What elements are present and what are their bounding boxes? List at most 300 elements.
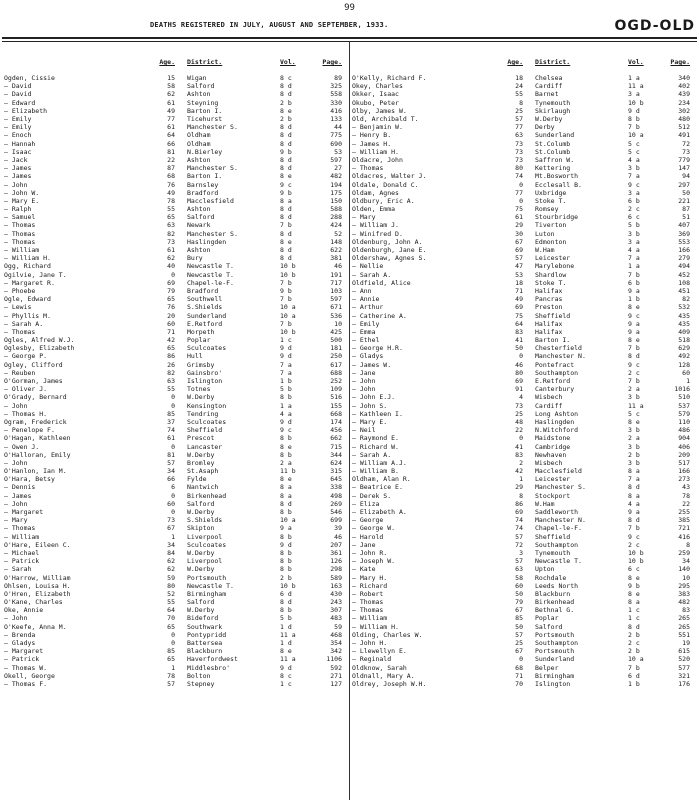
entry-district: Leicester bbox=[535, 254, 571, 263]
entry-age: 37 bbox=[167, 417, 175, 426]
entry-volume: 9 b bbox=[280, 286, 292, 295]
entry-district: Stoke T. bbox=[535, 196, 567, 205]
entry-district: Oldham bbox=[187, 139, 211, 148]
entry-name: — Penelope F. bbox=[4, 426, 55, 435]
entry-age: 61 bbox=[167, 246, 175, 255]
register-entry bbox=[352, 262, 698, 270]
register-entry bbox=[352, 664, 698, 672]
entry-age: 8 bbox=[519, 491, 523, 500]
entry-name: Okubo, Peter bbox=[352, 98, 399, 107]
entry-volume: 9 c bbox=[628, 532, 640, 541]
entry-page: 52 bbox=[334, 229, 342, 238]
register-entry bbox=[352, 164, 698, 172]
entry-page: 492 bbox=[678, 352, 690, 361]
entry-volume: 6 d bbox=[628, 671, 640, 680]
entry-name: — Margaret bbox=[4, 647, 44, 656]
entry-page: 163 bbox=[330, 581, 342, 590]
entry-age: 91 bbox=[515, 385, 523, 394]
entry-age: 79 bbox=[515, 598, 523, 607]
register-entry bbox=[352, 459, 698, 467]
entry-page: 416 bbox=[678, 532, 690, 541]
entry-volume: 2 b bbox=[628, 647, 640, 656]
entry-page: 668 bbox=[330, 409, 342, 418]
register-entry bbox=[4, 500, 350, 508]
entry-name: O'Hara, Betsy bbox=[4, 475, 55, 484]
entry-district: Liverpool bbox=[187, 557, 223, 566]
entry-page: 537 bbox=[678, 401, 690, 410]
entry-district: W.Derby bbox=[187, 565, 215, 574]
entry-volume: 8 d bbox=[280, 131, 292, 140]
entry-volume: 1 b bbox=[628, 295, 640, 304]
register-entry bbox=[4, 230, 350, 238]
entry-volume: 10 b bbox=[628, 98, 644, 107]
entry-page: 779 bbox=[678, 155, 690, 164]
entry-volume: 8 d bbox=[628, 622, 640, 631]
entry-volume: 8 d bbox=[280, 90, 292, 99]
entry-age: 83 bbox=[515, 450, 523, 459]
entry-name: Oglesby, Elizabeth bbox=[4, 344, 75, 353]
page-number: 99 bbox=[344, 3, 355, 13]
register-entry bbox=[352, 647, 698, 655]
entry-name: — Oliver J. bbox=[4, 385, 48, 394]
register-entry bbox=[4, 655, 350, 663]
entry-district: Sheffield bbox=[535, 311, 571, 320]
entry-age: 78 bbox=[167, 196, 175, 205]
entry-name: — William H. bbox=[352, 622, 399, 631]
register-entry bbox=[4, 377, 350, 385]
entry-volume: 10 b bbox=[280, 270, 296, 279]
top-rule bbox=[2, 37, 697, 39]
entry-name: — Annie bbox=[352, 295, 380, 304]
entry-page: 629 bbox=[678, 344, 690, 353]
entry-page: 315 bbox=[330, 467, 342, 476]
entry-district: Ecclesall B. bbox=[535, 180, 582, 189]
entry-age: 73 bbox=[515, 147, 523, 156]
entry-volume: 7 b bbox=[628, 123, 640, 132]
entry-volume: 2 a bbox=[628, 434, 640, 443]
entry-page: 46 bbox=[334, 532, 342, 541]
entry-age: 63 bbox=[515, 565, 523, 574]
entry-volume: 8 a bbox=[280, 491, 292, 500]
entry-volume: 8 d bbox=[280, 246, 292, 255]
register-entry bbox=[4, 295, 350, 303]
entry-district: Battersea bbox=[187, 639, 223, 648]
page-header: Page. bbox=[670, 58, 690, 66]
entry-age: 65 bbox=[167, 213, 175, 222]
entry-volume: 2 a bbox=[280, 458, 292, 467]
register-entry bbox=[352, 623, 698, 631]
entry-age: 0 bbox=[519, 180, 523, 189]
entry-age: 61 bbox=[167, 434, 175, 443]
register-entry bbox=[4, 99, 350, 107]
entry-name: — Gladys bbox=[352, 352, 384, 361]
entry-district: Edmonton bbox=[535, 237, 567, 246]
entry-district: Barnsley bbox=[187, 180, 219, 189]
entry-age: 0 bbox=[171, 491, 175, 500]
entry-name: — James bbox=[4, 172, 32, 181]
entry-page: 148 bbox=[330, 237, 342, 246]
entry-page: 44 bbox=[334, 123, 342, 132]
entry-age: 65 bbox=[167, 344, 175, 353]
entry-name: — George P. bbox=[4, 352, 48, 361]
entry-volume: 6 d bbox=[280, 589, 292, 598]
entry-age: 6 bbox=[171, 483, 175, 492]
entry-age: 40 bbox=[167, 262, 175, 271]
entry-district: Rochdale bbox=[535, 573, 567, 582]
entry-page: 83 bbox=[682, 606, 690, 615]
register-entry bbox=[4, 369, 350, 377]
entry-age: 80 bbox=[515, 368, 523, 377]
entry-age: 67 bbox=[515, 606, 523, 615]
entry-volume: 1 b bbox=[280, 377, 292, 386]
register-entry bbox=[352, 565, 698, 573]
entry-age: 0 bbox=[171, 270, 175, 279]
entry-page: 597 bbox=[330, 155, 342, 164]
entry-page: 109 bbox=[330, 385, 342, 394]
entry-page: 671 bbox=[330, 303, 342, 312]
entry-volume: 8 e bbox=[280, 647, 292, 656]
entry-name: — Patrick bbox=[4, 557, 40, 566]
entry-district: Bromley bbox=[187, 458, 215, 467]
entry-volume: 8 b bbox=[280, 606, 292, 615]
entry-volume: 8 b bbox=[280, 434, 292, 443]
entry-volume: 7 b bbox=[628, 270, 640, 279]
entry-page: 50 bbox=[682, 188, 690, 197]
entry-name: Okey, Charles bbox=[352, 82, 403, 91]
entry-volume: 8 e bbox=[628, 573, 640, 582]
entry-district: Morpeth bbox=[187, 327, 215, 336]
entry-name: O'Kane, Charles bbox=[4, 598, 63, 607]
entry-page: 361 bbox=[330, 548, 342, 557]
entry-age: 34 bbox=[167, 540, 175, 549]
entry-age: 57 bbox=[515, 115, 523, 124]
register-entry bbox=[4, 516, 350, 524]
entry-name: — Thomas bbox=[352, 606, 384, 615]
entry-district: Sunderland bbox=[535, 655, 575, 664]
entry-age: 80 bbox=[167, 581, 175, 590]
entry-age: 69 bbox=[515, 246, 523, 255]
register-entry bbox=[4, 533, 350, 541]
entry-age: 15 bbox=[167, 74, 175, 83]
entry-age: 29 bbox=[515, 483, 523, 492]
register-entry bbox=[352, 361, 698, 369]
entry-district: Luton bbox=[535, 229, 555, 238]
right-entries bbox=[352, 74, 698, 688]
entry-name: — Richard bbox=[352, 581, 388, 590]
register-entry bbox=[352, 369, 698, 377]
entry-age: 57 bbox=[515, 557, 523, 566]
entry-district: Stourbridge bbox=[535, 213, 579, 222]
register-entry bbox=[352, 254, 698, 262]
entry-volume: 5 b bbox=[628, 221, 640, 230]
entry-volume: 7 a bbox=[628, 172, 640, 181]
entry-age: 47 bbox=[515, 262, 523, 271]
entry-age: 73 bbox=[515, 139, 523, 148]
entry-name: — John bbox=[352, 385, 376, 394]
register-entry bbox=[352, 295, 698, 303]
page-header: Page. bbox=[322, 58, 342, 66]
entry-volume: 8 a bbox=[628, 598, 640, 607]
entry-district: St.Columb bbox=[535, 139, 571, 148]
entry-age: 1 bbox=[519, 475, 523, 484]
entry-volume: 7 b bbox=[628, 377, 640, 386]
entry-volume: 8 b bbox=[280, 393, 292, 402]
entry-volume: 4 a bbox=[628, 155, 640, 164]
entry-name: — Nellie bbox=[352, 262, 384, 271]
entry-volume: 8 e bbox=[628, 589, 640, 598]
entry-district: Newcastle T. bbox=[187, 270, 234, 279]
vol-header: Vol. bbox=[628, 58, 644, 66]
entry-district: Hull bbox=[187, 352, 203, 361]
entry-page: 520 bbox=[678, 655, 690, 664]
entry-name: — Kathleen I. bbox=[352, 409, 403, 418]
register-entry bbox=[4, 238, 350, 246]
entry-volume: 8 a bbox=[280, 196, 292, 205]
district-header: District. bbox=[187, 58, 223, 66]
entry-age: 2 bbox=[519, 458, 523, 467]
entry-district: Marylebone bbox=[535, 262, 575, 271]
entry-age: 0 bbox=[171, 639, 175, 648]
entry-volume: 6 b bbox=[628, 278, 640, 287]
entry-age: 0 bbox=[171, 401, 175, 410]
entry-age: 83 bbox=[515, 327, 523, 336]
entry-age: 25 bbox=[515, 106, 523, 115]
entry-page: 43 bbox=[682, 483, 690, 492]
entry-volume: 10 b bbox=[280, 262, 296, 271]
entry-page: 255 bbox=[678, 508, 690, 517]
entry-district: W.Derby bbox=[187, 393, 215, 402]
entry-district: Islington bbox=[187, 377, 223, 386]
register-entry bbox=[352, 205, 698, 213]
entry-name: — Thomas W. bbox=[4, 663, 48, 672]
entry-volume: 9 c bbox=[628, 311, 640, 320]
register-entry bbox=[4, 549, 350, 557]
entry-age: 71 bbox=[515, 286, 523, 295]
entry-age: 85 bbox=[167, 647, 175, 656]
entry-page: 321 bbox=[678, 671, 690, 680]
entry-volume: 2 b bbox=[280, 573, 292, 582]
register-entry bbox=[352, 230, 698, 238]
entry-name: — John bbox=[352, 377, 376, 386]
district-header: District. bbox=[535, 58, 571, 66]
entry-district: Sunderland bbox=[535, 131, 575, 140]
entry-name: — John bbox=[4, 499, 28, 508]
entry-name: — George W. bbox=[352, 524, 396, 533]
entry-page: 89 bbox=[334, 74, 342, 83]
entry-name: — Llewellyn E. bbox=[352, 647, 407, 656]
entry-name: O'Hanlon, Ian M. bbox=[4, 467, 67, 476]
entry-age: 22 bbox=[167, 155, 175, 164]
entry-name: — Mary E. bbox=[352, 417, 388, 426]
entry-page: 536 bbox=[330, 311, 342, 320]
entry-age: 63 bbox=[167, 221, 175, 230]
entry-age: 57 bbox=[515, 630, 523, 639]
entry-age: 71 bbox=[167, 327, 175, 336]
entry-district: Macclesfield bbox=[187, 196, 234, 205]
entry-district: Halifax bbox=[535, 286, 563, 295]
entry-volume: 8 d bbox=[280, 205, 292, 214]
entry-volume: 3 b bbox=[628, 458, 640, 467]
entry-age: 69 bbox=[167, 278, 175, 287]
register-entry bbox=[4, 402, 350, 410]
entry-volume: 8 e bbox=[280, 172, 292, 181]
entry-age: 25 bbox=[515, 409, 523, 418]
register-entry bbox=[352, 221, 698, 229]
entry-page: 191 bbox=[330, 270, 342, 279]
entry-district: Uxbridge bbox=[535, 188, 567, 197]
entry-page: 53 bbox=[334, 147, 342, 156]
entry-volume: 3 b bbox=[628, 229, 640, 238]
entry-volume: 5 c bbox=[628, 139, 640, 148]
entry-district: Southampton bbox=[535, 639, 579, 648]
entry-volume: 2 c bbox=[628, 639, 640, 648]
entry-age: 58 bbox=[167, 82, 175, 91]
register-entry bbox=[4, 475, 350, 483]
entry-district: Sheffield bbox=[187, 426, 223, 435]
entry-district: Chapel-le-F. bbox=[535, 524, 582, 533]
register-entry bbox=[352, 336, 698, 344]
entry-age: 34 bbox=[167, 467, 175, 476]
entry-age: 57 bbox=[167, 679, 175, 688]
entry-page: 486 bbox=[678, 426, 690, 435]
entry-district: Birmingham bbox=[535, 671, 575, 680]
entry-district: Bolton bbox=[187, 671, 211, 680]
entry-volume: 9 b bbox=[628, 581, 640, 590]
entry-page: 1106 bbox=[326, 655, 342, 664]
entry-district: Skirlaugh bbox=[535, 106, 571, 115]
entry-district: Newcastle T. bbox=[535, 557, 582, 566]
entry-name: — Emily bbox=[4, 123, 32, 132]
register-entry bbox=[4, 131, 350, 139]
entry-volume: 1 a bbox=[628, 262, 640, 271]
entry-page: 269 bbox=[330, 499, 342, 508]
entry-page: 553 bbox=[678, 237, 690, 246]
entry-name: — Thomas bbox=[4, 229, 36, 238]
entry-age: 63 bbox=[167, 377, 175, 386]
entry-district: Southwell bbox=[187, 295, 223, 304]
entry-district: Manchester S. bbox=[535, 483, 586, 492]
entry-district: St.Columb bbox=[535, 147, 571, 156]
entry-volume: 7 a bbox=[628, 254, 640, 263]
entry-page: 597 bbox=[330, 295, 342, 304]
entry-page: 409 bbox=[678, 327, 690, 336]
entry-volume: 9 c bbox=[280, 426, 292, 435]
register-entry bbox=[352, 148, 698, 156]
entry-district: Birmingham bbox=[187, 589, 227, 598]
entry-district: Bethnal G. bbox=[535, 606, 575, 615]
register-entry bbox=[352, 500, 698, 508]
entry-age: 25 bbox=[515, 639, 523, 648]
entry-name: — Harold bbox=[352, 532, 384, 541]
entry-district: N.Witchford bbox=[535, 426, 579, 435]
entry-name: Ogley, Clifford bbox=[4, 360, 63, 369]
entry-name: O'Grady, Bernard bbox=[4, 393, 67, 402]
register-entry bbox=[4, 336, 350, 344]
entry-age: 62 bbox=[167, 90, 175, 99]
entry-age: 74 bbox=[515, 172, 523, 181]
entry-age: 0 bbox=[171, 508, 175, 517]
entry-volume: 8 e bbox=[628, 303, 640, 312]
register-entry bbox=[352, 483, 698, 491]
entry-age: 58 bbox=[515, 573, 523, 582]
register-entry bbox=[4, 287, 350, 295]
entry-name: — Mary E. bbox=[4, 196, 40, 205]
register-entry bbox=[4, 213, 350, 221]
entry-volume: 8 a bbox=[628, 467, 640, 476]
entry-page: 1016 bbox=[674, 385, 690, 394]
entry-age: 87 bbox=[167, 164, 175, 173]
entry-district: Lancaster bbox=[187, 442, 223, 451]
entry-age: 73 bbox=[167, 516, 175, 525]
register-entry bbox=[4, 205, 350, 213]
entry-page: 166 bbox=[678, 467, 690, 476]
entry-name: — Thomas bbox=[352, 598, 384, 607]
register-entry bbox=[352, 557, 698, 565]
entry-name: — George H.R. bbox=[352, 344, 403, 353]
entry-volume: 8 b bbox=[280, 557, 292, 566]
entry-age: 86 bbox=[167, 352, 175, 361]
entry-district: Maidstone bbox=[535, 434, 571, 443]
entry-district: Salford bbox=[187, 499, 215, 508]
entry-page: 579 bbox=[678, 409, 690, 418]
entry-page: 221 bbox=[678, 196, 690, 205]
register-entry bbox=[4, 573, 350, 581]
entry-name: Oldenburg, John A. bbox=[352, 237, 423, 246]
right-column bbox=[352, 56, 698, 688]
entry-page: 546 bbox=[330, 508, 342, 517]
entry-district: Salford bbox=[187, 598, 215, 607]
entry-volume: 10 a bbox=[280, 303, 296, 312]
entry-volume: 11 a bbox=[280, 655, 296, 664]
entry-district: Barton I. bbox=[187, 172, 223, 181]
entry-district: Ashton bbox=[187, 90, 211, 99]
age-header: Age. bbox=[159, 58, 175, 66]
entry-district: Cambridge bbox=[535, 442, 571, 451]
register-entry bbox=[4, 148, 350, 156]
entry-page: 27 bbox=[334, 164, 342, 173]
entry-volume: 9 d bbox=[280, 352, 292, 361]
entry-name: — Edward bbox=[4, 98, 36, 107]
entry-name: Ogles, Alfred W.J. bbox=[4, 336, 75, 345]
entry-volume: 10 a bbox=[280, 516, 296, 525]
entry-name: — James bbox=[4, 164, 32, 173]
entry-name: Oldham, Alan R. bbox=[352, 475, 411, 484]
entry-volume: 9 a bbox=[280, 524, 292, 533]
register-entry bbox=[4, 623, 350, 631]
entry-age: 61 bbox=[167, 98, 175, 107]
entry-age: 81 bbox=[167, 147, 175, 156]
entry-volume: 10 b bbox=[280, 327, 296, 336]
register-entry bbox=[4, 426, 350, 434]
entry-district: Bideford bbox=[187, 614, 219, 623]
register-entry bbox=[4, 672, 350, 680]
entry-name: — Thomas H. bbox=[4, 409, 48, 418]
register-entry bbox=[352, 74, 698, 82]
entry-page: 622 bbox=[330, 246, 342, 255]
entry-page: 588 bbox=[330, 205, 342, 214]
entry-age: 0 bbox=[519, 655, 523, 664]
register-entry bbox=[4, 385, 350, 393]
entry-district: Portsmouth bbox=[535, 630, 575, 639]
entry-page: 250 bbox=[330, 352, 342, 361]
entry-page: 22 bbox=[682, 499, 690, 508]
entry-age: 74 bbox=[515, 524, 523, 533]
entry-name: Ogram, Frederick bbox=[4, 417, 67, 426]
entry-name: — Thomas bbox=[4, 221, 36, 230]
register-entry bbox=[4, 180, 350, 188]
entry-district: Blackburn bbox=[535, 589, 571, 598]
entry-volume: 9 d bbox=[280, 344, 292, 353]
